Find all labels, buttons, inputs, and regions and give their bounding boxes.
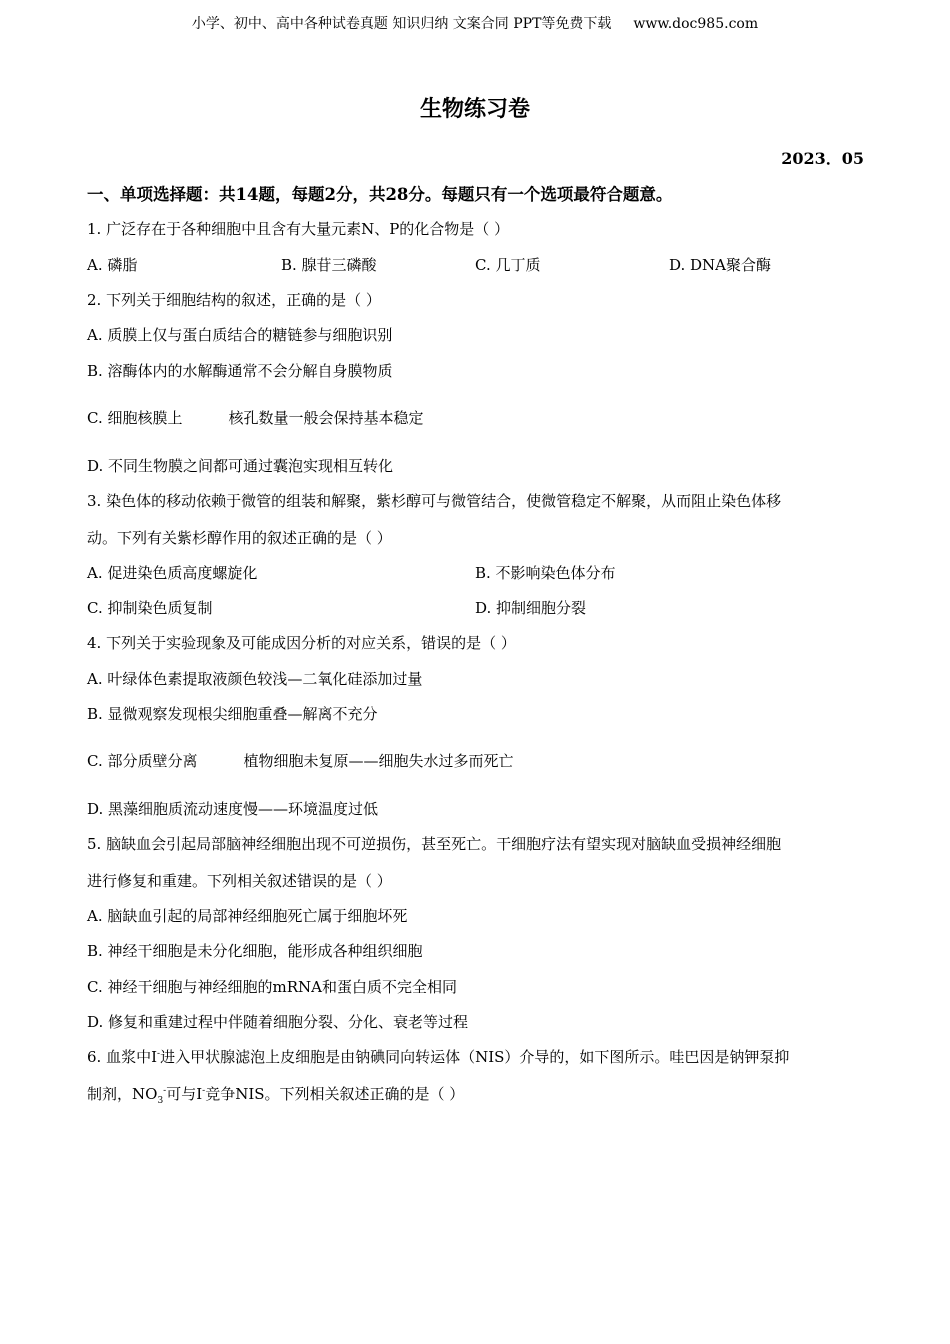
section-heading: 一、单项选择题：共14题，每题2分，共28分。每题只有一个选项最符合题意。 xyxy=(87,185,673,204)
q6-text: 制剂，NO xyxy=(87,1085,158,1103)
q4-option-c-part1: C. 部分质壁分离 xyxy=(87,752,198,770)
q6-superscript: - xyxy=(157,1049,161,1059)
q3-option-a: A. 促进染色质高度螺旋化 xyxy=(87,564,258,582)
q6-text: 竞争NIS。下列相关叙述正确的是（ ） xyxy=(205,1085,465,1103)
q5-stem-line1: 5. 脑缺血会引起局部脑神经细胞出现不可逆损伤，甚至死亡。干细胞疗法有望实现对脑缺血受损神经细胞 xyxy=(87,835,782,853)
q3-option-c: C. 抑制染色质复制 xyxy=(87,599,213,617)
q6-text: 6. 血浆中I xyxy=(87,1048,158,1066)
q6-subscript: 3 xyxy=(157,1096,164,1106)
q4-option-c-part2: 植物细胞未复原——细胞失水过多而死亡 xyxy=(243,752,514,770)
page-header xyxy=(0,13,950,33)
q2-option-a: A. 质膜上仅与蛋白质结合的糖链参与细胞识别 xyxy=(87,326,393,344)
q5-option-d: D. 修复和重建过程中伴随着细胞分裂、分化、衰老等过程 xyxy=(87,1013,469,1031)
q5-option-b: B. 神经干细胞是未分化细胞，能形成各种组织细胞 xyxy=(87,942,423,960)
q6-stem-line2 xyxy=(87,1083,464,1106)
q2-option-d: D. 不同生物膜之间都可通过囊泡实现相互转化 xyxy=(87,457,394,475)
q5-option-c: C. 神经干细胞与神经细胞的mRNA和蛋白质不完全相同 xyxy=(87,978,457,996)
q4-stem: 4. 下列关于实验现象及可能成因分析的对应关系，错误的是（ ） xyxy=(87,634,516,652)
q6-text: 可与I xyxy=(166,1085,203,1103)
q2-stem: 2. 下列关于细胞结构的叙述，正确的是（ ） xyxy=(87,291,381,309)
q4-option-b: B. 显微观察发现根尖细胞重叠—解离不充分 xyxy=(87,705,378,723)
q6-superscript: - xyxy=(163,1086,167,1096)
q3-option-d: D. 抑制细胞分裂 xyxy=(475,599,587,617)
q1-option-b: B. 腺苷三磷酸 xyxy=(281,256,377,274)
q2-option-c xyxy=(87,407,424,428)
exam-date: 2023．05 xyxy=(781,149,864,168)
q4-option-c xyxy=(87,750,514,771)
q5-option-a: A. 脑缺血引起的局部神经细胞死亡属于细胞坏死 xyxy=(87,907,408,925)
q4-option-d: D. 黑藻细胞质流动速度慢——环境温度过低 xyxy=(87,800,379,818)
q3-stem-line2: 动。下列有关紫杉醇作用的叙述正确的是（ ） xyxy=(87,529,392,547)
q1-stem: 1. 广泛存在于各种细胞中且含有大量元素N、P的化合物是（ ） xyxy=(87,220,510,238)
header-website[interactable]: www.doc985.com xyxy=(633,16,759,32)
q6-stem-line1 xyxy=(87,1046,789,1067)
q6-superscript: - xyxy=(202,1086,206,1096)
q3-stem-line1: 3. 染色体的移动依赖于微管的组装和解聚，紫杉醇可与微管结合，使微管稳定不解聚，从而阻止染色体移 xyxy=(87,492,782,510)
q3-option-b: B. 不影响染色体分布 xyxy=(475,564,616,582)
q6-text: 进入甲状腺滤泡上皮细胞是由钠碘同向转运体（NIS）介导的，如下图所示。哇巴因是钠钾泵抑 xyxy=(160,1048,790,1066)
q1-option-a: A. 磷脂 xyxy=(87,256,138,274)
q1-option-d: D. DNA聚合酶 xyxy=(669,256,772,274)
q2-option-c-part2: 核孔数量一般会保持基本稳定 xyxy=(228,409,424,427)
q5-stem-line2: 进行修复和重建。下列相关叙述错误的是（ ） xyxy=(87,872,392,890)
header-left-text: 小学、初中、高中各种试卷真题 知识归纳 文案合同 PPT等免费下载 xyxy=(191,16,612,32)
page-title: 生物练习卷 xyxy=(419,96,530,122)
q2-option-c-part1: C. 细胞核膜上 xyxy=(87,409,183,427)
q4-option-a: A. 叶绿体色素提取液颜色较浅—二氧化硅添加过量 xyxy=(87,670,423,688)
q1-option-c: C. 几丁质 xyxy=(475,256,541,274)
q2-option-b: B. 溶酶体内的水解酶通常不会分解自身膜物质 xyxy=(87,362,393,380)
